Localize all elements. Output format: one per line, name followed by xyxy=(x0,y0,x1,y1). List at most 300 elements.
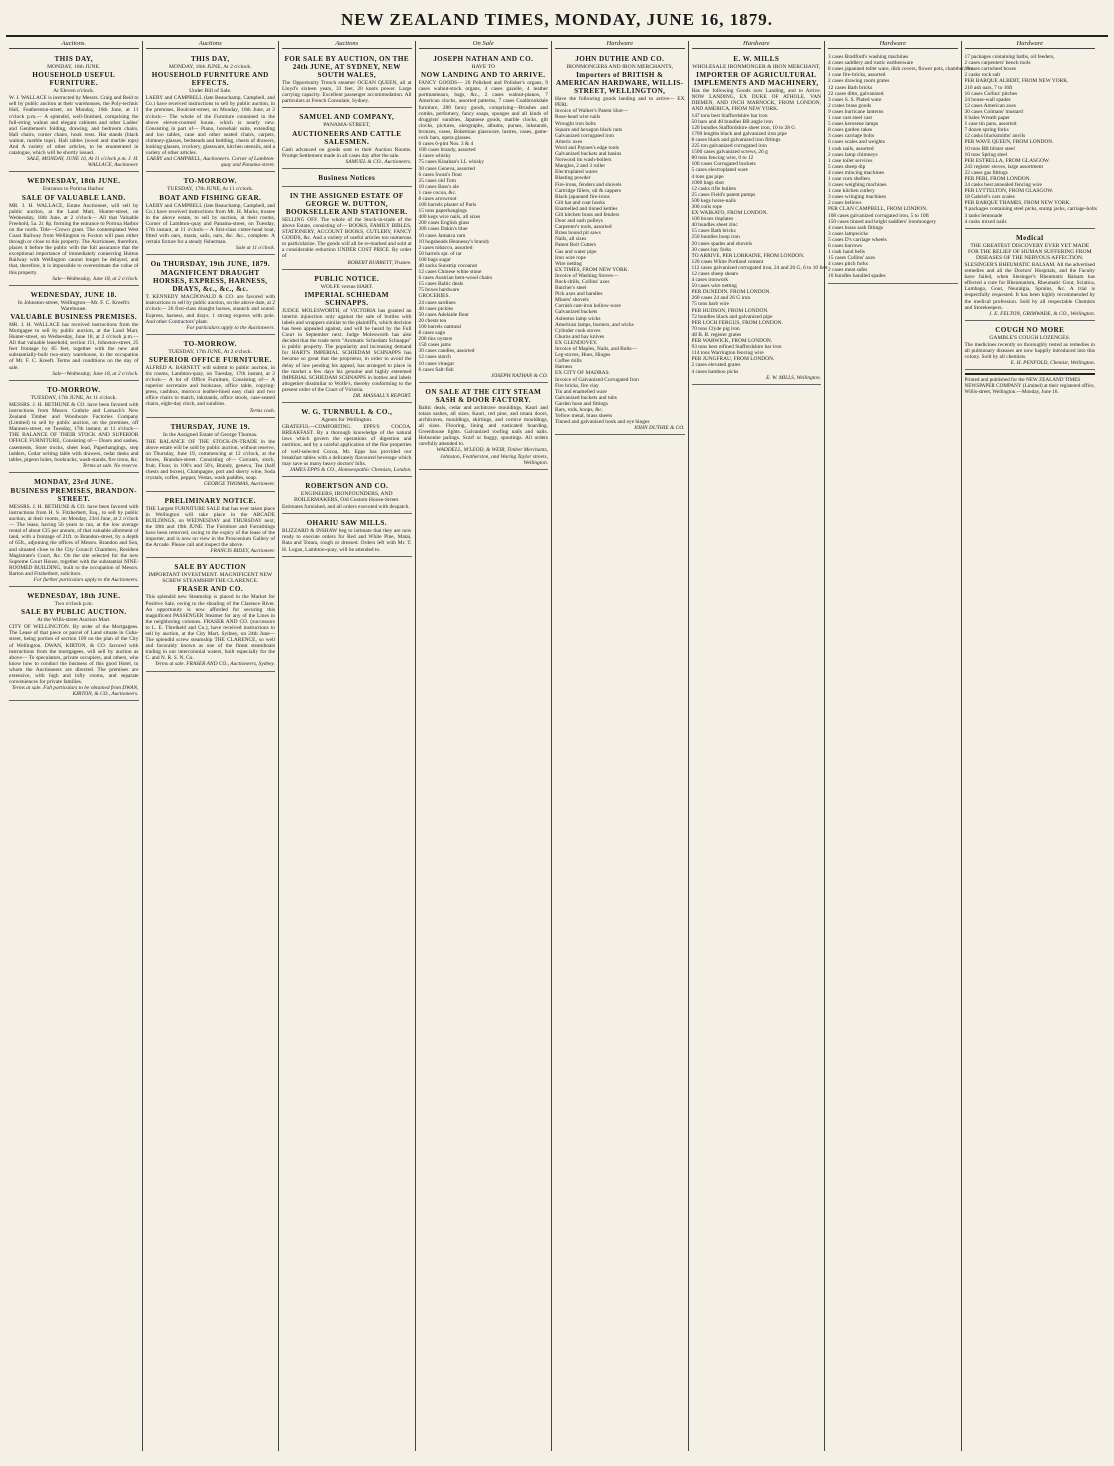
ad-title: E. W. MILLS xyxy=(733,55,780,64)
list-item: 10 bundles handled spades xyxy=(828,273,886,280)
ad-heading: HOUSEHOLD FURNITURE AND EFFECTS. xyxy=(151,71,269,88)
list-item: 260 cases 24 and 26 G iron xyxy=(691,295,751,302)
ad-title: WEDNESDAY, 18th JUNE. xyxy=(27,177,121,186)
ad-subtitle: Entrance to Porirua Harbor. xyxy=(42,186,105,193)
advertisement xyxy=(419,385,549,470)
ad-subtitle: THE GREATEST DISCOVERY EVER YET MADE FOR THE RELIEF OF HUMAN SUFFERING FROM DISEASES OF THE NERVOUS AFFECTION. xyxy=(967,242,1092,261)
list-item: American lamps, burners, and wicks xyxy=(555,321,634,328)
list-item: Patent Bolt Cutters xyxy=(555,242,597,249)
ad-title: SALE BY AUCTION xyxy=(174,563,247,572)
list-item: PER WARWICK, FROM LONDON. xyxy=(691,338,773,345)
list-item: 25 cases Field's patent pumps xyxy=(691,191,756,198)
list-item: TO ARRIVE, PER LORRAINE, FROM LONDON. xyxy=(691,252,805,259)
list-item: Pick axes and handles xyxy=(555,291,603,298)
ad-title: WEDNESDAY, JUNE 18. xyxy=(30,290,117,299)
list-item: Carpenter's tools, assorted xyxy=(555,224,612,231)
ad-heading: AUCTIONEERS AND CATTLE SALESMEN. xyxy=(292,129,402,146)
list-item: 300 cases Dakin's blue xyxy=(418,226,468,233)
list-item: 1 case tin pans, assorted xyxy=(964,121,1017,128)
advertisement xyxy=(282,516,412,556)
list-item: 112 cases galvanized corrugated iron, 24 and 26 G, 6 to 10 feet xyxy=(691,264,828,271)
ad-title: COUGH NO MORE xyxy=(995,325,1065,334)
list-item: Cartridge fillers, oil & cappers xyxy=(555,187,622,194)
list-item: 4 cases brass sash fittings xyxy=(828,224,884,231)
list-item: 70 tons Clyde pig iron xyxy=(691,325,740,332)
ad-title: ROBERTSON AND CO. xyxy=(305,481,389,490)
list-item: GROCERIES. xyxy=(418,293,450,300)
ad-body: This splendid new Steamship is placed in the Market for Positive Sale, owing to the shoaling of the Clarence River. An opportunity is now afforded for securing this magnificent PASSENGER Steamer for any of the Lines in the neighboring colonies. FRASER AND CO. (successors to L. E. Threlkeld and Co.), have received instructions to sell by auction, at the City Mart, Sydney, on 24th June— The splendid screw steamship THE CLARENCE, so well and favorably known as one of the finest steamboats trading in our intercolonial waters, built especially for the C. and N. R. S. N. Co. xyxy=(145,594,275,662)
list-item: PER PERI, FROM LONDON. xyxy=(964,175,1031,182)
list-item: Norwood tin wash-boilers xyxy=(555,157,612,164)
list-item: 3 cases Bradford's washing machines xyxy=(828,54,909,61)
list-item: 5 cases D's carriage wheels xyxy=(828,236,887,243)
list-item: 2 cases lamp chimneys xyxy=(828,151,878,158)
list-item: 100 cases brandy, assorted xyxy=(418,147,476,154)
ad-body: BLIZZARD & INSHAW beg to intimate that they are now ready to execute orders for Red and White Pine, Matai, Rata and Totara, rough or dressed. Orders left with Mr. T. H. Logan, Lambton-quay, will be attended to. xyxy=(282,528,412,553)
list-item: 1 case fire-bricks, assorted xyxy=(828,72,886,79)
list-item: 50 cases wire netting xyxy=(691,283,737,290)
list-item: 40 cases pickles xyxy=(418,305,454,312)
list-item: EX GLENDOVEY. xyxy=(555,339,598,346)
list-item: PER BARQUE THAMES, FROM NEW YORK. xyxy=(964,200,1071,207)
list-item: 10 cases vinegar xyxy=(418,360,455,367)
list-item: 6 bales Wreath paper xyxy=(964,115,1010,122)
list-item: 50 bars and 40 bundles BB angle iron xyxy=(691,118,773,125)
list-item: 5 cases electroplated ware xyxy=(691,167,748,174)
list-item: Rose-head wire nails xyxy=(555,114,601,121)
masthead xyxy=(6,4,1108,37)
list-item: 1 case toilet services xyxy=(828,157,873,164)
ad-subtitle: GAMBLE'S COUGH LOZENGES. xyxy=(989,334,1071,341)
ad-subtitle: IMPORTANT INVESTMENT. MAGNIFICENT NEW SCREW STEAMSHIP THE CLARENCE. xyxy=(148,572,273,585)
list-item: 22 cases gas fittings xyxy=(964,169,1008,176)
ad-signature: Sale—Wednesday, June 18, at 2 o'clock. xyxy=(52,370,139,377)
list-item: Bars, rods, hoops, &c. xyxy=(555,406,604,413)
list-item: PER CLAN CAMPBELL, FROM LONDON. xyxy=(828,206,928,213)
advertisement xyxy=(146,174,276,255)
list-item: PER LYTTELTON, FROM GLASGOW. xyxy=(964,188,1054,195)
list-item: 6 cases cartwheel boxes xyxy=(964,66,1017,73)
list-item: Churns and hay knives xyxy=(555,333,605,340)
ad-heading: FRASER AND CO. xyxy=(177,585,244,594)
list-item: 12 casks rifle bullets xyxy=(691,185,736,192)
column-heading: Hardware xyxy=(828,41,958,49)
ad-body: The Opportunity Trench steamer OCEAN QUEEN, all at Lloyd's sixteen years, 33 feet, 20 knots power. Large carrying capacity. Excellent passenger accommodation. All particulars at French Consulate, Sydney. xyxy=(282,80,412,105)
list-item: 18 Gabriel's cars scales xyxy=(964,194,1015,201)
list-item: Galvanized corrugated iron xyxy=(555,132,614,139)
ad-signature: Terms at sale. Full particulars to be obtained from DWAN, KIRTON, & CO., Auctioneers. xyxy=(11,685,139,698)
column-6 xyxy=(689,41,826,1451)
ad-subtitle: WOLFE versus HART. xyxy=(320,283,373,290)
advertisement xyxy=(9,174,139,285)
list-item: 6 cases scales and weights xyxy=(828,139,885,146)
list-item: 147 tons best Staffordshire bar iron xyxy=(691,112,768,119)
ad-signature: J. E. FELTON, GRIMWADE, & CO., Wellington. xyxy=(989,310,1095,317)
list-item: Gas and water pipe xyxy=(555,248,597,255)
ad-signature: Terms at sale. FRASER AND CO., Auctioneers, Sydney. xyxy=(155,661,275,668)
list-item: 2 crates brass goods xyxy=(828,102,872,109)
list-item: 4 cases saddlery and rustic earthenware xyxy=(828,60,914,67)
list-item: 30 cases Geneva, assorted xyxy=(418,165,475,172)
list-item: 12 cases Bath bricks xyxy=(828,84,873,91)
list-item: Harness xyxy=(555,364,573,371)
list-item: 25 cases old Tom xyxy=(418,177,456,184)
ad-title: THIS DAY, xyxy=(190,55,230,64)
ad-body: CITY OF WELLINGTON. By order of the Mortgagees. The Lease of that piece or parcel of Land situate in Cuba-street, being portion of section 109 on the plan of the City of Wellington. DWAN, KIRTON, & CO. favored with instructions from the mortgagees, will sell by auction as above— To speculators, private occupiers, and others, who know how to conduct the business of this good Hotel, to whom the Auctioneers are directed. The premises are extensive, with high and lofty rooms, and separate conveniences for private families. xyxy=(9,624,139,686)
ad-body: LAERY and CAMPBELL (late Beauchamp, Campbell, and Co.) have received instructions from Mr. H. Marks, trustee in the above estate, to sell by auction, at their rooms, Corner of Lambton-quay and Panama-street, on Tuesday, 17th instant, at 11 o'clock— A first-class cutter-head boat, fitted with oars, masts, sails, oars, &c. &c., complete. A certain fixture for a steady fisherman. xyxy=(145,202,275,246)
list-item: 1000 bags shot xyxy=(691,179,724,186)
list-item: 8 cases black and galvanized iron fittings xyxy=(691,136,781,143)
list-item: PER ESTRELLA, FROM GLASGOW. xyxy=(964,157,1050,164)
columns xyxy=(6,41,1108,1451)
list-item: 20 chests tea xyxy=(418,317,447,324)
ad-body: THE Largest FURNITURE SALE that has ever taken place in Wellington will take place in the ARCADE BUILDINGS, on WEDNESDAY and THURSDAY next, the 18th and 19th JUNE. The Furniture and Furnishings have been removed, owing to the expiry of the lease of the importer, and is now on view in the Proscenium Gallery of the Arcade. Please call and inspect the above. xyxy=(145,505,275,549)
list-item: 12 cases sheep shears xyxy=(691,271,739,277)
ad-body: MR. J. H. WALLACE, Estate Auctioneer, will sell by public auction, at the Land Mart, Hunter-street, on Wednesday, 18th June, at 2 o'clock— All that Valuable Freehold, 5a. 2r. 8p. forming the entrance to Porirua Harbor on the north. Title—Crown grant. The contemplated West Coast Railway from Wellington to Foxton will pass either through or close to this property. The Auctioneer, therefore, places it before the public with the full assurance that the exceptional importance of immediately connecting Hutton Railway with Wellington cannot longer be delayed, and that, therefore, it is impossible to overestimate the value of this property. xyxy=(9,202,139,276)
ad-subtitle: In the Assigned Estate of George Thomas. xyxy=(163,431,258,438)
list-item: Wrought iron bolts xyxy=(555,120,596,127)
list-item: Galvanized buckets and basins xyxy=(555,151,622,158)
list-item: 3 cases wringing machines xyxy=(828,194,886,201)
ad-signature: Terms cash. xyxy=(249,407,275,414)
list-item: Brass bound pit saws xyxy=(555,230,601,237)
ad-subtitle-2: At Eleven o'clock. xyxy=(53,88,95,95)
ad-subtitle: In Johnston-street, Wellington—Mr. F. C. Kreeft's Warehouse. xyxy=(17,299,130,312)
list-item: 50 cases Adelaide flour xyxy=(418,311,469,318)
ad-body: MR. J. H. WALLACE has received instructions from the Mortgagee to sell by public auction, at the Land Mart, Hunter-street, on Wednesday, June 18, at 2 o'clock p.m.— All that valuable leasehold, section 111, Johnston-street, 25 feet frontage by 85 feet, together with the new and substantially-built two-story warehouse, in the occupation of Mr. F. C. Kreeft. Terms and conditions on the day of sale. xyxy=(9,321,139,371)
list-item: EX CITY OF MADRAS. xyxy=(555,370,610,377)
list-item: 4 casks mixed nails xyxy=(964,218,1007,225)
list-item: 1 case corn shellers xyxy=(828,175,871,182)
list-item: 8 cases garden rakes xyxy=(828,127,873,134)
list-item: Cornish cast-iron hollow-ware xyxy=(555,303,621,310)
ad-body: Baltic deals, cedar and architrave mouldings, Kauri and totara sashes, all sizes. Kauri, red pine, and totara doors, architraves, mouldings, skirtings, and cornice mouldings, all sizes. Flooring, lining and rusticated boarding. Greenhouse lights. Galvanized roofing nails and nails. Hobsonite palings. Scarf or buggy, spoutings. All orders carefully attended to. xyxy=(418,404,548,448)
ad-signature: Sale—Wednesday, June 18, at 2 o'clock. xyxy=(52,275,139,282)
ad-body: Have the following goods landing and to arrive— EX PERI. xyxy=(555,96,685,109)
masthead-title: NEW ZEALAND TIMES, MONDAY, JUNE 16, 1879. xyxy=(340,10,774,29)
list-item: 15 cases Bath bricks xyxy=(691,228,736,235)
list-item: Gilt kitchen brass and fenders xyxy=(555,211,620,218)
ad-body: GRATEFUL—COMFORTING. EPPS'S COCOA. BREAKFAST. By a thorough knowledge of the natural laws which govern the operations of digestion and nutrition, and by a careful application of the fine properties of well-selected Cocoa, Mr. Epps has provided our breakfast tables with a delicately flavoured beverage which may save us many heavy doctors' bills. xyxy=(282,424,412,467)
list-item: 7 dozen spring forks xyxy=(964,127,1009,134)
list-item: 10 hogsheads Hennessy's brandy xyxy=(418,238,490,245)
list-item: 1500 cases galvanized screws, 26 g xyxy=(691,149,768,156)
list-item: Square and hexagon black nuts xyxy=(555,126,623,133)
ad-subtitle: ENGINEERS, IRONFOUNDERS, AND BOILERMAKERS, Old Custom House-Street. xyxy=(293,490,400,504)
list-item: Tin and enamelled ware xyxy=(555,388,607,395)
list-item: 2 casks rock salt xyxy=(964,72,1000,79)
list-item: 3 cases S. S. Plated ware xyxy=(828,96,882,103)
list-item: Fire bricks, fire clay xyxy=(555,382,599,389)
ad-body: SLESINGER'S RHEUMATIC BALSAM. All the advertised remedies and all the Doctors' Hospitals, and the Faculty have failed, when Slesinger's Rheumatic Balsam has effected a cure for Rheumatism, Rheumatic Gout, Sciatica, Lumbago, Gout, Neuralgia, Sprains, &c. A trial is respectfully requested. It has been highly recommended by the medical profession. Sold by all respectable Chemists and Storekeepers. xyxy=(964,262,1095,311)
list-item: Americ axes xyxy=(555,138,583,145)
ad-title: PUBLIC NOTICE. xyxy=(314,274,380,283)
printer-imprint: Printed and published for the NEW ZEALAND TIMES NEWSPAPER COMPANY (Limited) at their registered office, Willis-street, Wellington.—Monday, June 16. xyxy=(965,373,1096,395)
ad-subtitle: WHOLESALE IRONMONGER & IRON MERCHANT, xyxy=(692,64,821,71)
ad-title: TO-MORROW. xyxy=(183,339,237,348)
list-item: Galvanized buckets xyxy=(555,309,598,316)
ad-title: PRELIMINARY NOTICE. xyxy=(164,496,256,505)
list-item: PER HUDSON, FROM LONDON. xyxy=(691,307,769,314)
list-item: Asbestos lamp wicks xyxy=(555,315,601,322)
advertisement xyxy=(146,52,276,172)
ad-subtitle: MONDAY, 16th JUNE, At 2 o'clock. xyxy=(168,64,252,71)
list-item: 100 barrels oatmeal xyxy=(418,323,462,330)
ad-signature: FRANCIS BIDEY, Auctioneer. xyxy=(210,548,275,555)
ad-heading: NOW LANDING AND TO ARRIVE. xyxy=(421,71,546,80)
ad-title: W. G. TURNBULL & CO., xyxy=(301,408,393,417)
list-item: 150 cases jams xyxy=(418,342,451,349)
list-item: PER WAVE QUEEN, FROM LONDON. xyxy=(964,139,1054,146)
list-item: 9 packages containing steel picks, stump jacks, carriage-bolts xyxy=(964,206,1097,213)
list-item: 4 cases pitch forks xyxy=(828,261,868,268)
ad-signature: ROBERT BURRETT, Trustee. xyxy=(347,259,412,266)
ad-title: Business Notices xyxy=(318,173,376,182)
list-item: 24 house-wall spades xyxy=(964,96,1011,103)
ad-title: Medical xyxy=(1015,233,1044,242)
ad-body: JUDGE MOLESWORTH, of VICTORIA has granted an interim injunction only against the sale of bottles with labels and wrappers similar to the plaintiff's, which decision has been appealed against, and will be heard by the Full Court in September next. Judge Molesworth has also decided that the trade term "Aromatic Schiedam Schnapps" is public property. The popularity and increasing demand for HART'S IMPERIAL SCHIEDAM SCHNAPPS has become so great that the proprietor, in order to avoid the delay of law pending his appeal, has arranged to place in the market a few days his genuine and highly esteemed IMPERIAL SCHIEDAM SCHNAPPS in bottles and labels altogether dissimilar to Wolfe's, thereby conforming to the present order of the Court of Victoria. xyxy=(282,307,412,393)
ad-body: T. KENNEDY MACDONALD & CO. are favored with instructions to sell by public auction, on the above date, at 2 o'clock— 26 first-class draught horses, staunch and sound. Express, harness, and drays. 1 strong express with pole. And other Contractors' plant. xyxy=(145,294,275,325)
ad-signature: For particulars apply to the Auctioneers. xyxy=(186,324,275,331)
list-item: 16 cases Collins' pitches xyxy=(964,90,1018,97)
list-item: EX WAIKATO, FROM LONDON. xyxy=(691,210,768,217)
ad-signature: DR. MASSALL'S REPORT. xyxy=(352,393,412,399)
list-item: 250 bundles hoop iron xyxy=(691,234,740,241)
list-item: 1760 lengths black and galvanized iron pipe xyxy=(691,130,787,137)
list-item: Wire netting xyxy=(555,260,582,267)
list-item: 30 cases Colmans' mustard xyxy=(964,108,1023,115)
list-item: Invoice of Washing Stoves— xyxy=(555,272,619,279)
list-item: 6 cases Swan's flour xyxy=(418,171,463,178)
advertisement xyxy=(965,231,1096,321)
ad-signature: E. H. PENFOLD, Chemist, Wellington. xyxy=(1010,360,1095,367)
list-item: 24 casks best annealed fencing wire xyxy=(964,182,1042,189)
advertisement xyxy=(555,52,685,435)
ad-body: MESSRS. J. H. BETHUNE & CO. have been favored with instructions from Messrs. Guthrie and Larnach's New Zealand Timber and Woodware Factories Company (Limited) to sell by public auction, on the premises, off Manners-street, on Tuesday, 17th instant, at 11 o'clock— THE BALANCE OF THEIR STOCK AND SUPERIOR OFFICE FURNITURE, Consisting of— Doors and sashes, casements, Store trucks, sheet lead, Paperhangings, step ladders, Cedar writing table with drawers, cedar desks and tables, pigeon holes, bookracks, wash-stands, fire irons, &c. xyxy=(9,401,139,463)
ad-title: THURSDAY, JUNE 19. xyxy=(170,422,250,431)
list-item: 4 cases mincing machines xyxy=(828,169,885,176)
ad-body: LAERY and CAMPBELL (late Beauchamp, Campbell, and Co.) have received instructions to sell by public auction, in the premises, Boulcott-street, on Monday, 16th June, at 2 o'clock— The whole of the Furniture contained in the above eleven-roomed house, which is nearly new. Consisting in part of— Piano, horsehair suite, extending and loo tables, cane and other seated chairs, carpets, chimney-glasses, bedsteads and bedding, chests of drawers, looking-glasses, crockery, glassware, kitchen utensils, and a variety of other articles. xyxy=(145,95,275,157)
list-item: 2 cases meat safes xyxy=(828,267,868,274)
column-heading: Hardware xyxy=(555,41,685,49)
list-item: Yellow metal, brass sheets xyxy=(555,413,612,420)
ad-subtitle-2: At the Wills-street Auction Mart. xyxy=(36,617,111,624)
list-item: 108 cases galvanized corrugated iron, 5 to 10ft xyxy=(828,212,929,219)
ad-signature: Terms at sale. No reserve. xyxy=(82,462,139,469)
list-item: PER BARQUE ALBERT, FROM NEW YORK. xyxy=(964,78,1069,85)
list-item: 4 tons gas pipe xyxy=(691,173,724,180)
list-item: Iron wire rope xyxy=(555,254,586,261)
ad-heading: VALUABLE BUSINESS PREMISES. xyxy=(10,312,138,321)
list-item: 12 cases starch xyxy=(418,354,451,361)
list-item: 75 tons barb wire xyxy=(691,301,730,308)
list-item: 4 cases ironwork xyxy=(691,277,729,284)
list-item: 9 cases hurricane lanterns xyxy=(828,108,884,115)
list-item: 100 cases Corrugated buckets xyxy=(691,161,756,168)
list-item: Nails, all sizes xyxy=(555,236,587,243)
ad-subtitle: TUESDAY, 17th JUNE, At 11 o'clock. xyxy=(167,186,254,193)
list-item: 15 cases Baltic deals xyxy=(418,281,464,288)
list-item: 20 cases spades and shovels xyxy=(691,240,752,247)
list-item: 72 bundles black and galvanized pipe xyxy=(691,313,773,320)
list-item: 2 cases elevated grates xyxy=(691,362,741,369)
list-item: 150 cases tinned and bright saddlers' ironmongery xyxy=(828,218,937,225)
ad-signature: Sale at 11 o'clock. xyxy=(235,245,275,252)
list-item: 2 cases carpenters' bench tools xyxy=(964,60,1031,67)
ad-title: MONDAY, 23rd JUNE. xyxy=(34,477,114,486)
ad-signature: SALE, MONDAY, JUNE 16, At 11 o'clock p.m. J. H. WALLACE, Auctioneer. xyxy=(26,156,139,169)
list-item: 1 cask nails, assorted xyxy=(828,145,874,152)
list-item: 15 cases Collins' axes xyxy=(828,255,875,262)
list-item: Electroplated wares xyxy=(555,169,598,176)
advertisement xyxy=(9,383,139,473)
list-item: 1 case cocoa, &c. xyxy=(418,189,457,196)
list-item: Door and sash pulleys xyxy=(555,218,603,225)
ad-signature: JOSEPH NATHAN & CO. xyxy=(491,372,548,379)
list-item: Gilt hat and coat hooks xyxy=(555,199,606,206)
ad-signature: JAMES EPPS & CO., Homoeopathic Chemists, London. xyxy=(289,466,412,473)
list-item: 120 cases White Portland cement xyxy=(691,258,764,265)
advertisement xyxy=(828,52,975,283)
list-item: Black japanned fire-irons xyxy=(555,193,610,200)
ad-title: IN THE ASSIGNED ESTATE OF GEORGE W. DUTTON, BOOKSELLER AND STATIONER. xyxy=(285,191,408,216)
ad-body: The medicines recently so thoroughly tested as remedies in all pulmonary diseases are now happily introduced into this colony. Sold by all chemists. xyxy=(964,341,1095,361)
list-item: 1 case kitchen cutlery xyxy=(828,188,875,195)
advertisement xyxy=(9,589,139,701)
list-item: 30 cases candles, assorted xyxy=(418,348,475,355)
ad-subtitle-2: Under Bill of Sale. xyxy=(189,88,232,95)
column-4 xyxy=(416,41,553,1451)
advertisement xyxy=(146,494,276,559)
advertisement xyxy=(282,171,412,187)
advertisement xyxy=(419,52,549,383)
list-item: 1 case cast steel cast xyxy=(828,115,873,122)
column-heading: Hardware xyxy=(692,41,822,49)
ad-subtitle: TUESDAY, 17th JUNE, At 2 o'clock. xyxy=(168,348,253,355)
list-item: Tinned and galvanized hook and eye hinges xyxy=(555,419,650,426)
ad-signature: E. W. MILLS, Wellington. xyxy=(766,374,821,381)
list-item: 12 cases Chinese white stone xyxy=(418,269,482,276)
list-item: 12 cases American axes xyxy=(964,102,1016,109)
list-item: Invoice of Walker's Patent Shot— xyxy=(555,108,629,115)
list-item: 1 cask hand bells xyxy=(828,249,865,256)
ad-body: W. J. WALLACE is instructed by Messrs. Craig and Reid to sell by public auction at their warehouses, the Poly-technic Hall, Featherston-street, on Monday, 16th June, at 11 o'clock p.m.— A splendid, well-finished, comprising the full-string walnut and elegant cabinets and other Ladies' and Gentlemen's folding, drawing, and bedroom chairs. Hall chairs, corner chairs, hook rests. Hat stands (black walnut, marble tops). Hall tables (wood and marble tops) And A variety of other articles, to be enumerated in catalogue, which will be shortly issued. xyxy=(9,95,139,157)
list-item: 10 cases Jamaica rum xyxy=(418,232,466,239)
list-item: 8 cases sago xyxy=(418,330,446,337)
list-item: 80 tons fencing wire, 0 to 12 xyxy=(691,155,754,162)
list-item: 12 casks blacksmiths' anvils xyxy=(964,133,1026,140)
ad-title: FOR SALE BY AUCTION, ON THE 24th JUNE, AT SYDNEY, NEW SOUTH WALES, xyxy=(284,55,410,80)
list-item: Mangles, 2 and 3 roller xyxy=(555,163,606,170)
ad-body: Has the following Goods now Landing, and to Arrive. NOW LANDING, EX DUKE OF ATHOLE, VAN DIEMEN, AND INCH MARNOCK, FROM LONDON, AND AMERICA, FROM NEW YORK. xyxy=(691,88,821,113)
list-item: 100 bags sugar xyxy=(418,256,451,263)
ad-heading: HOUSEHOLD USEFUL FURNITURE. xyxy=(32,71,116,88)
list-item: Blasting powder xyxy=(555,175,591,182)
list-item: Invoice of Galvanized Corrugated Iron xyxy=(555,376,639,383)
column-heading: Auctions. xyxy=(9,41,139,49)
list-item: 6 cases 6-pint Nos. 3 & 4 xyxy=(418,141,474,148)
list-item: 15 tons paperhangings xyxy=(418,208,468,215)
list-item: 5 cases sheep dip xyxy=(828,163,866,170)
column-heading: Hardware xyxy=(965,41,1096,49)
advertisement xyxy=(691,52,828,385)
list-item: 10 tons BB blister steel xyxy=(964,145,1015,152)
advertisement xyxy=(282,272,412,404)
list-item: 50 barrels spt. of tar xyxy=(418,250,462,257)
ad-signature: SAMUEL & CO., Auctioneers. xyxy=(345,158,412,165)
ad-title: ON SALE AT THE CITY STEAM SASH & DOOR FACTORY. xyxy=(425,387,542,404)
column-1 xyxy=(6,41,143,1451)
list-item: 6 cases Austrian bent-wood chairs xyxy=(418,275,493,282)
ad-heading: MAGNIFICENT DRAUGHT HORSES, EXPRESS, HARNESS, DRAYS, &c., &c., &c. xyxy=(153,269,268,294)
list-item: 8 cases arrowroot xyxy=(418,195,457,202)
list-item: 2 cases drawing room grates xyxy=(828,78,890,85)
advertisement xyxy=(146,560,276,671)
list-item: Leg-stoves, Hoes, Hinges xyxy=(555,352,611,359)
list-item: 4 cases whisky xyxy=(418,153,451,160)
ad-title: JOSEPH NATHAN AND CO. xyxy=(433,55,534,64)
list-item: 6 cases barrows xyxy=(828,243,863,249)
list-item: Miners' shovels xyxy=(555,297,589,304)
list-item: Rock-drills, Collins' axes xyxy=(555,279,610,285)
list-item: 6 cases Salt-fish xyxy=(418,366,454,373)
ad-title: WEDNESDAY, 18th JUNE. xyxy=(27,592,121,601)
ad-heading: SUPERIOR OFFICE FURNITURE. xyxy=(148,355,272,364)
advertisement xyxy=(282,479,412,514)
ad-body: FANCY GOODS— 20 Polished and Polisher's organs, 9 cases walnut-stock organs, 4 cases gazelle, 4 leather portmanteaux, bags, &c., 2 cases walnut-pianos, 7 American clocks, assorted patterns, 7 cases Coalbrookdale furniture, 280 fancy goods, comprising—Brushes and combs, perfumery, fancy soaps, sponges and all kinds of druggists' sundries, Japanese goods, marble clocks, gilt clocks, pictures, oleographs, albums, purses, inkstands, bronzes, vases, Bohemian glassware, lustres, vases, game-cock bars, opera glasses. xyxy=(418,80,548,142)
list-item: PER JUNGFRAU, FROM LONDON. xyxy=(691,356,775,363)
list-item: Enamelled and tinned kettles xyxy=(555,205,618,212)
list-item: PER LOCH FERGUS, FROM LONDON. xyxy=(691,319,783,326)
column-7 xyxy=(825,40,975,1451)
ad-title: TO-MORROW. xyxy=(47,385,101,394)
list-item: 22 cases ditto, galvanized xyxy=(828,90,884,97)
list-item: 200 cases English glass xyxy=(418,220,470,227)
advertisement xyxy=(9,52,139,172)
ad-title: JOHN DUTHIE AND CO. xyxy=(575,55,665,64)
column-heading: Auctions xyxy=(282,41,412,49)
list-item: 17 packages containing baths, oil feeders, xyxy=(964,54,1055,61)
list-item: 225 ton galvanized corrugated iron xyxy=(691,143,767,150)
list-item: 243 register stoves, large assortment xyxy=(964,163,1043,170)
list-item: Invoice of Maples, Nails, and Bolts— xyxy=(555,346,637,353)
advertisement xyxy=(282,405,412,477)
list-item: 8 cases japanned toilet ware, dish covers, flower pots, chamber, &c. xyxy=(828,66,975,73)
list-item: 300 coils rope xyxy=(691,203,723,210)
list-item: Fire-irons, fenders and shovels xyxy=(555,181,622,188)
ad-signature: For further particulars apply to the Auctioneers. xyxy=(33,577,139,583)
column-3 xyxy=(279,41,416,1451)
list-item: 5 cases kerosene lamps xyxy=(828,121,879,128)
list-item: 40 bundles sheet zinc xyxy=(691,222,738,229)
list-item: EX TIMES, FROM NEW YORK. xyxy=(555,266,629,273)
list-item: Butcher's steel xyxy=(555,285,587,292)
ad-heading: Importers of BRITISH & AMERICAN HARDWARE, WILLIS-STREET, WELLINGTON, xyxy=(556,71,684,96)
ad-signature: WADDELL, M'LEOD, & WEIR, Timber Merchants, Johnston, Featherston, and Waring Taylor streets, Wellington. xyxy=(436,447,548,466)
list-item: 40 sacks Sunstrip cocoanut xyxy=(418,263,478,269)
list-item: Word and Paynes's edge tools xyxy=(555,144,620,151)
list-item: 100 barrels plaster of Paris xyxy=(418,202,477,209)
list-item: 10 tons Spring steel xyxy=(964,151,1008,158)
ad-subtitle: Two o'clock p.m. xyxy=(54,601,94,608)
advertisement xyxy=(146,257,276,335)
ad-subtitle: MONDAY, 16th JUNE. xyxy=(47,64,101,71)
list-item: 500 kegs horse-nails xyxy=(691,197,736,204)
ad-signature: GEORGE THOMAS, Auctioneer. xyxy=(203,481,275,488)
list-item: 48 B. B. register grates xyxy=(691,331,742,338)
advertisement xyxy=(282,52,412,108)
advertisement xyxy=(965,323,1096,370)
